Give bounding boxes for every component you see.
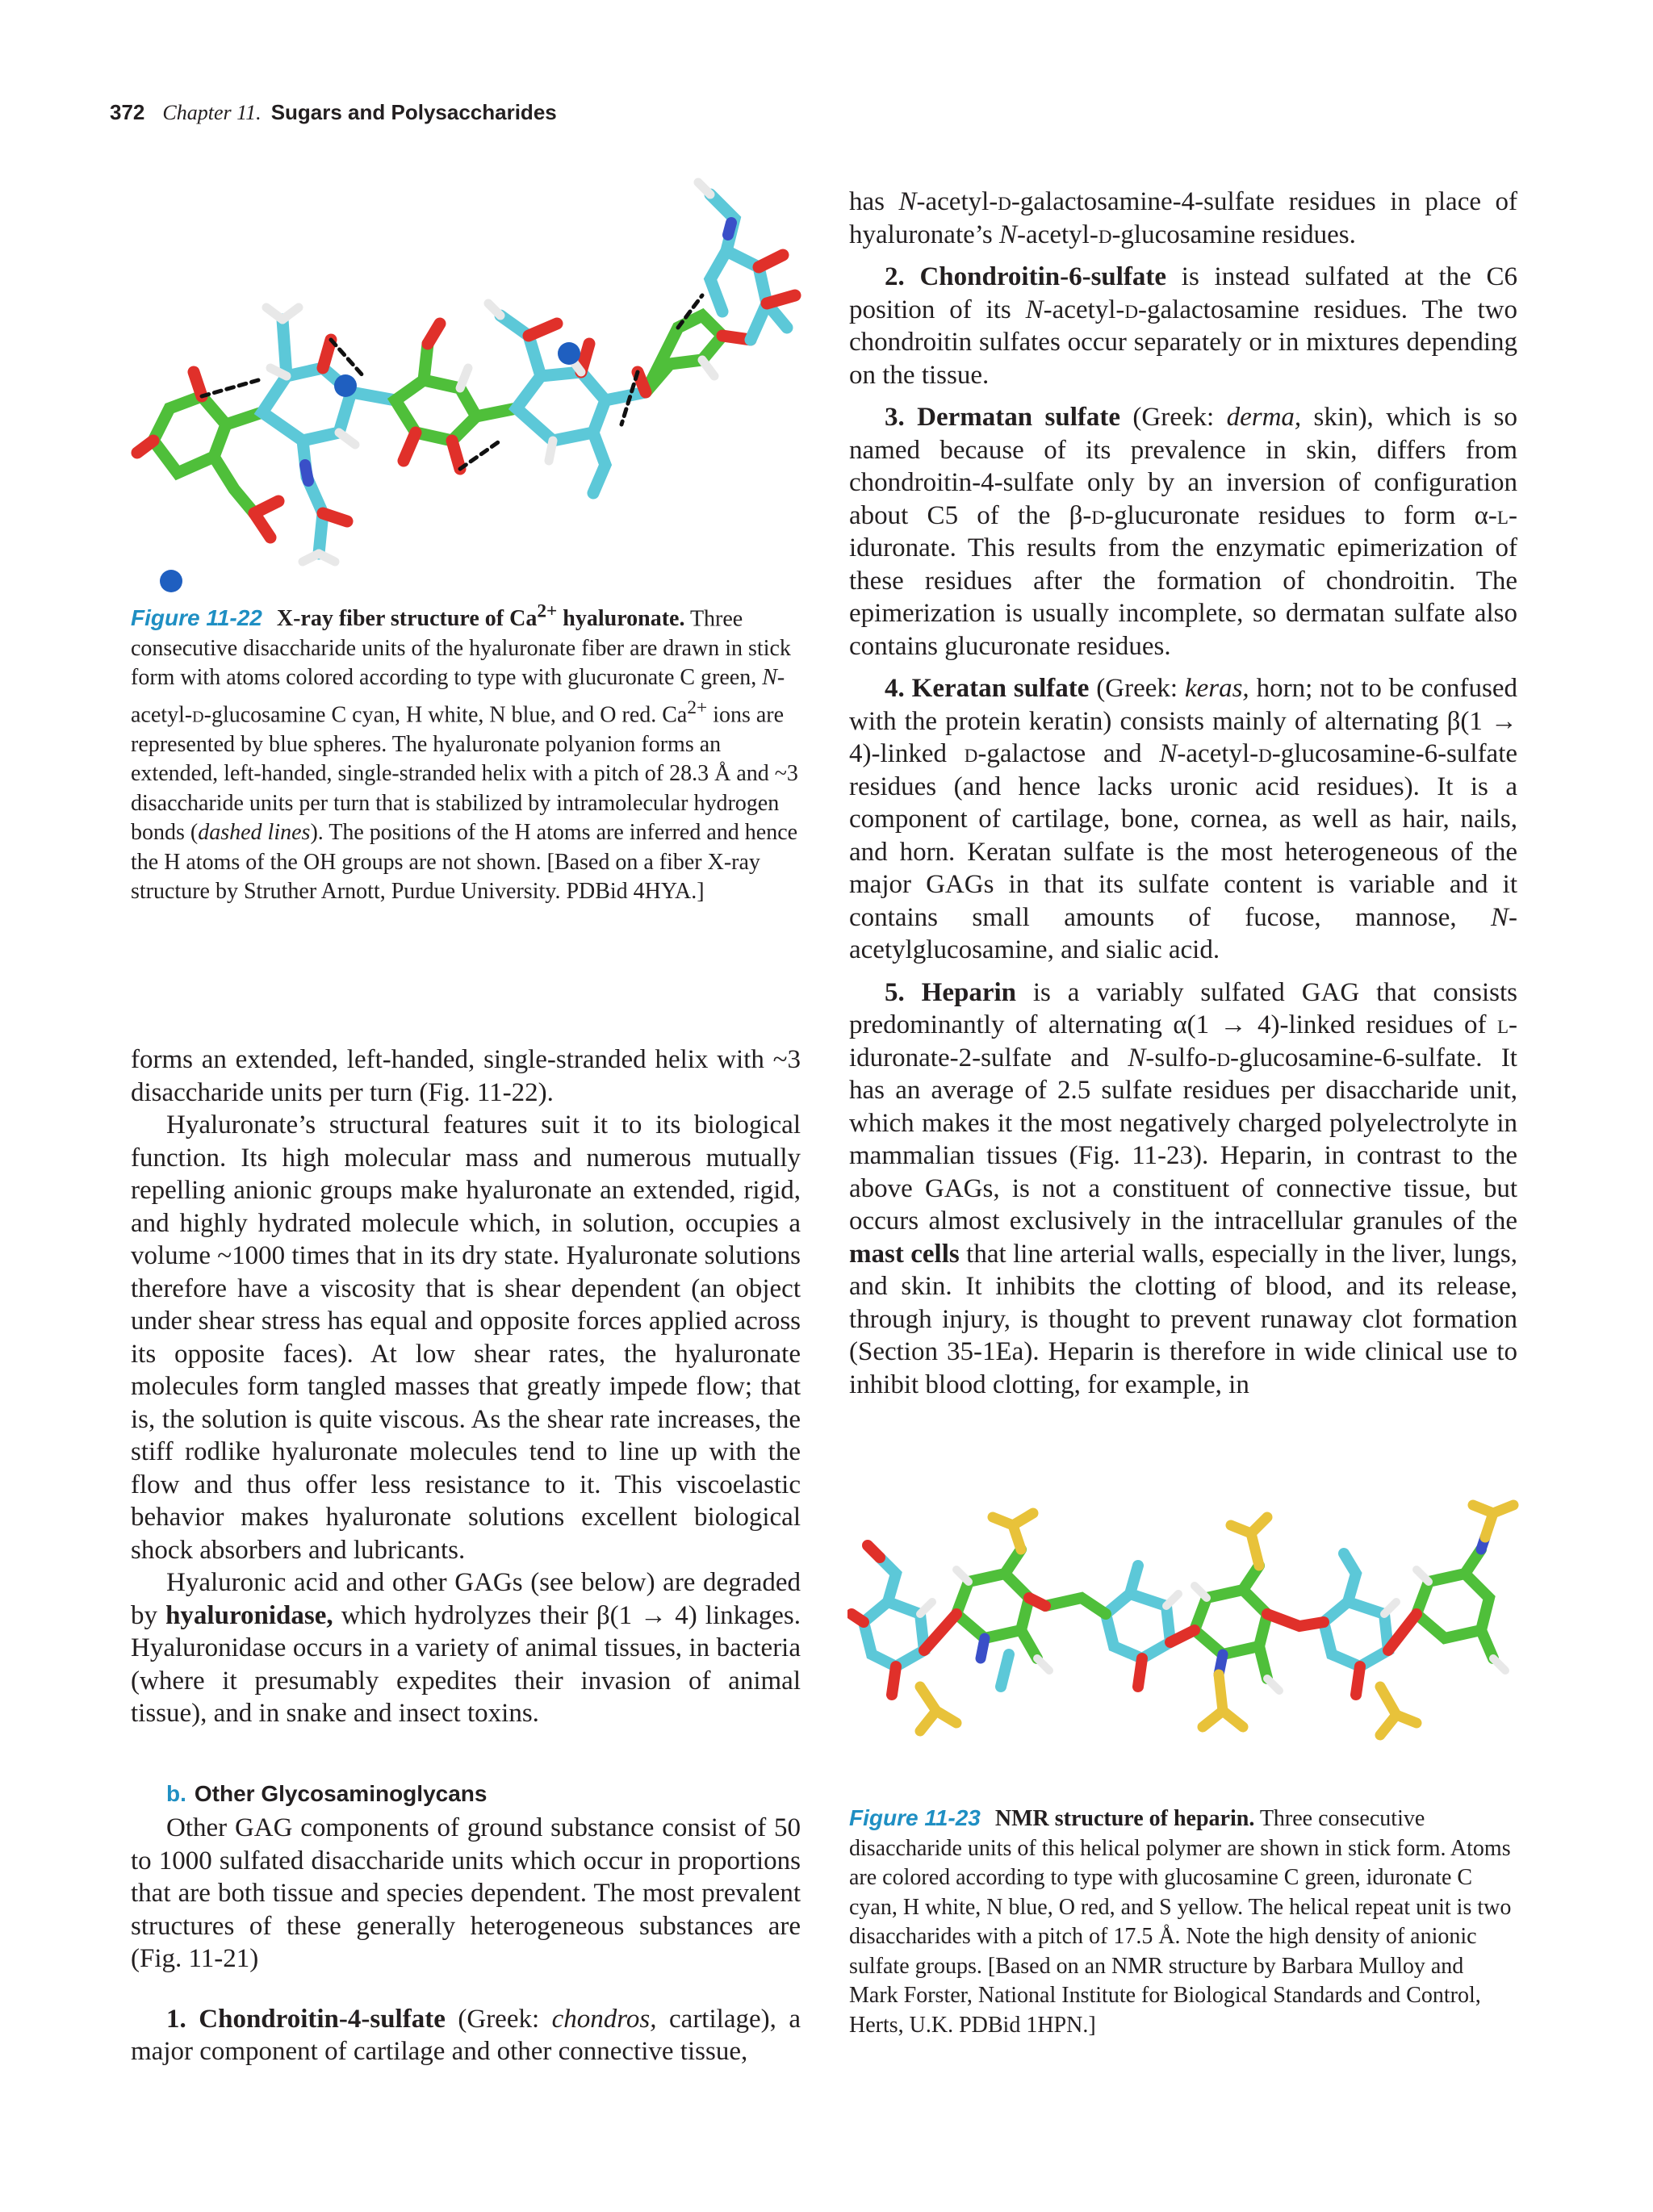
section-letter: b. <box>166 1781 186 1806</box>
figure-11-22-title: X-ray fiber structure of $Ca^{2+}$ hyaluronate. <box>276 601 685 632</box>
paragraph: Hyaluronate’s structural features suit it to its biological function. Its high molecular mass and numerous mutually repelling anionic groups make hyaluronate an extended, rigid, and highly hydrated molecule which, in solution, occupies a volume ~1000 times that in its dry state. Hyaluronate solutions therefore have a viscosity that is shear dependent (an object under shear stress has equal and opposite forces applied across its opposite faces). At low shear rates, the hyaluronate molecules form tangled masses that greatly impede flow; that is, the solution is quite viscous. As the shear rate increases, the stiff rodlike hyaluronate molecules tend to line up with the flow and thus offer less resistance to it. This viscoelastic behavior makes hyaluronate solutions excellent biological shock absorbers and lubricants. <box>131 1110 801 1565</box>
figure-11-22-label: Figure 11-22 <box>131 605 262 631</box>
page-number: 372 <box>110 100 145 124</box>
paragraph: 1. Chondroitin-4-sulfate (Greek: chondros, cartilage), a major component of cartilage and other connective tissue, <box>131 2004 801 2066</box>
paragraph: forms an extended, left-handed, single-stranded helix with ~3 disaccharide units per turn (Fig. 11-22). <box>131 1045 801 1107</box>
heparin-sticks <box>852 1505 1513 1735</box>
left-column-text <box>131 1043 801 1730</box>
figure-11-23-title: NMR structure of heparin. <box>994 1806 1255 1831</box>
chapter-title: Sugars and Polysaccharides <box>270 100 557 124</box>
paragraph: has N-acetyl-d-galactosamine-4-sulfate residues in place of hyaluronate’s N-acetyl-d-glucosamine residues. <box>849 187 1517 249</box>
chapter-label: Chapter 11. <box>162 101 262 124</box>
figure-11-23-label: Figure 11-23 <box>849 1805 981 1830</box>
left-column-text-2 <box>131 1812 801 2068</box>
hyaluronate-sticks <box>137 182 795 562</box>
figure-11-23-body: Three consecutive disaccharide units of this helical polymer are shown in stick form. Atoms are colored according to type with glucosamine C green, iduronate C cyan, H white, N blue, O red, and S yellow. The helical repeat unit is two disaccharides with a pitch of 17.5 Å. Note the high density of anionic sulfate groups. [Based on an NMR structure by Barbara Mulloy and Mark Forster, National Institute for Biological Standards and Control, Herts, U.K. PDBid 1HPN.] <box>849 1806 1512 2038</box>
paragraph: Other GAG components of ground substance consist of 50 to 1000 sulfated disaccharide units which occur in proportions that are both tissue and species dependent. The most prevalent structures of these generally heterogeneous substances are (Fig. 11-21) <box>131 1813 801 1973</box>
figure-11-23-caption <box>849 1804 1517 2040</box>
right-column-text <box>849 186 1517 1401</box>
paragraph: 4. Keratan sulfate (Greek: keras, horn; not to be confused with the protein keratin) consists mainly of alternating β(1 → 4)-linked d-galactose and N-acetyl-d-glucosamine-6-sulfate residues (and hence lacks uronic acid residues). It is a component of cartilage, bone, cornea, as well as hair, nails, and horn. Keratan sulfate is the most heterogeneous of the major GAGs in that its sulfate content is variable and it contains small amounts of fucose, mannose, N-acetylglucosamine, and sialic acid. <box>849 674 1518 964</box>
figure-11-22-caption: Figure 11-22 X-ray fiber structure of $Ca^{2+}$ hyaluronate. Three consecutive disaccharide units of the hyaluronate fiber are drawn in stick form with atoms colored according to type with glucuronate C green, N-acetyl-d-glucosamine C cyan, H white, N blue, and O red. $Ca^{2+}$ ions are represented by blue spheres. The hyaluronate polyanion forms an extended, left-handed, single-stranded helix with a pitch of 28.3 Å and ~3 disaccharide units per turn that is stabilized by intramolecular hydrogen bonds (dashed lines). The positions of the H atoms are inferred and hence the H atoms of the OH groups are not shown. [Based on a fiber X-ray structure by Struther Arnott, Purdue University. PDBid 4HYA.] <box>131 601 798 905</box>
figure-11-23-image <box>847 1493 1530 1783</box>
section-title: Other Glycosaminoglycans <box>194 1781 488 1806</box>
paragraph: Hyaluronic acid and other GAGs (see below) are degraded by hyaluronidase, which hydrolyzes their β(1 → 4) linkages. Hyaluronidase occurs in a variety of animal tissues, in bacteria (where it presumably expedites their invasion of animal tissue), and in snake and insect toxins. <box>131 1568 801 1728</box>
section-heading <box>166 1781 487 1807</box>
paragraph: 5. Heparin is a variably sulfated GAG that consists predominantly of alternating α(1 → 4)-linked residues of l-iduronate-2-sulfate and N-sulfo-d-glucosamine-6-sulfate. It has an average of 2.5 sulfate residues per disaccharide unit, which makes it the most negatively charged polyelectrolyte in mammalian tissues (Fig. 11-23). Heparin, in contrast to the above GAGs, is not a constituent of connective tissue, but occurs almost exclusively in the intracellular granules of the mast cells that line arterial walls, especially in the liver, lungs, and skin. It inhibits the clotting of blood, and its release, through injury, is thought to prevent runaway clot formation (Section 35-1Ea). Heparin is therefore in wide clinical use to inhibit blood clotting, for example, in <box>849 977 1517 1399</box>
figure-11-22-image <box>121 174 807 594</box>
paragraph: 3. Dermatan sulfate (Greek: derma, skin), which is so named because of its prevalence in skin, differs from chondroitin-4-sulfate only by an inversion of configuration about C5 of the β-d-glucuronate residues to form α-l-iduronate. This results from the enzymatic epimerization of these residues after the formation of chondroitin. The epimerization is usually incomplete, so dermatan sulfate also contains glucuronate residues. <box>849 403 1517 661</box>
running-head <box>110 100 557 125</box>
paragraph: 2. Chondroitin-6-sulfate is instead sulfated at the C6 position of its N-acetyl-d-galactosamine residues. The two chondroitin sulfates occur separately or in mixtures depending on the tissue. <box>849 262 1517 390</box>
